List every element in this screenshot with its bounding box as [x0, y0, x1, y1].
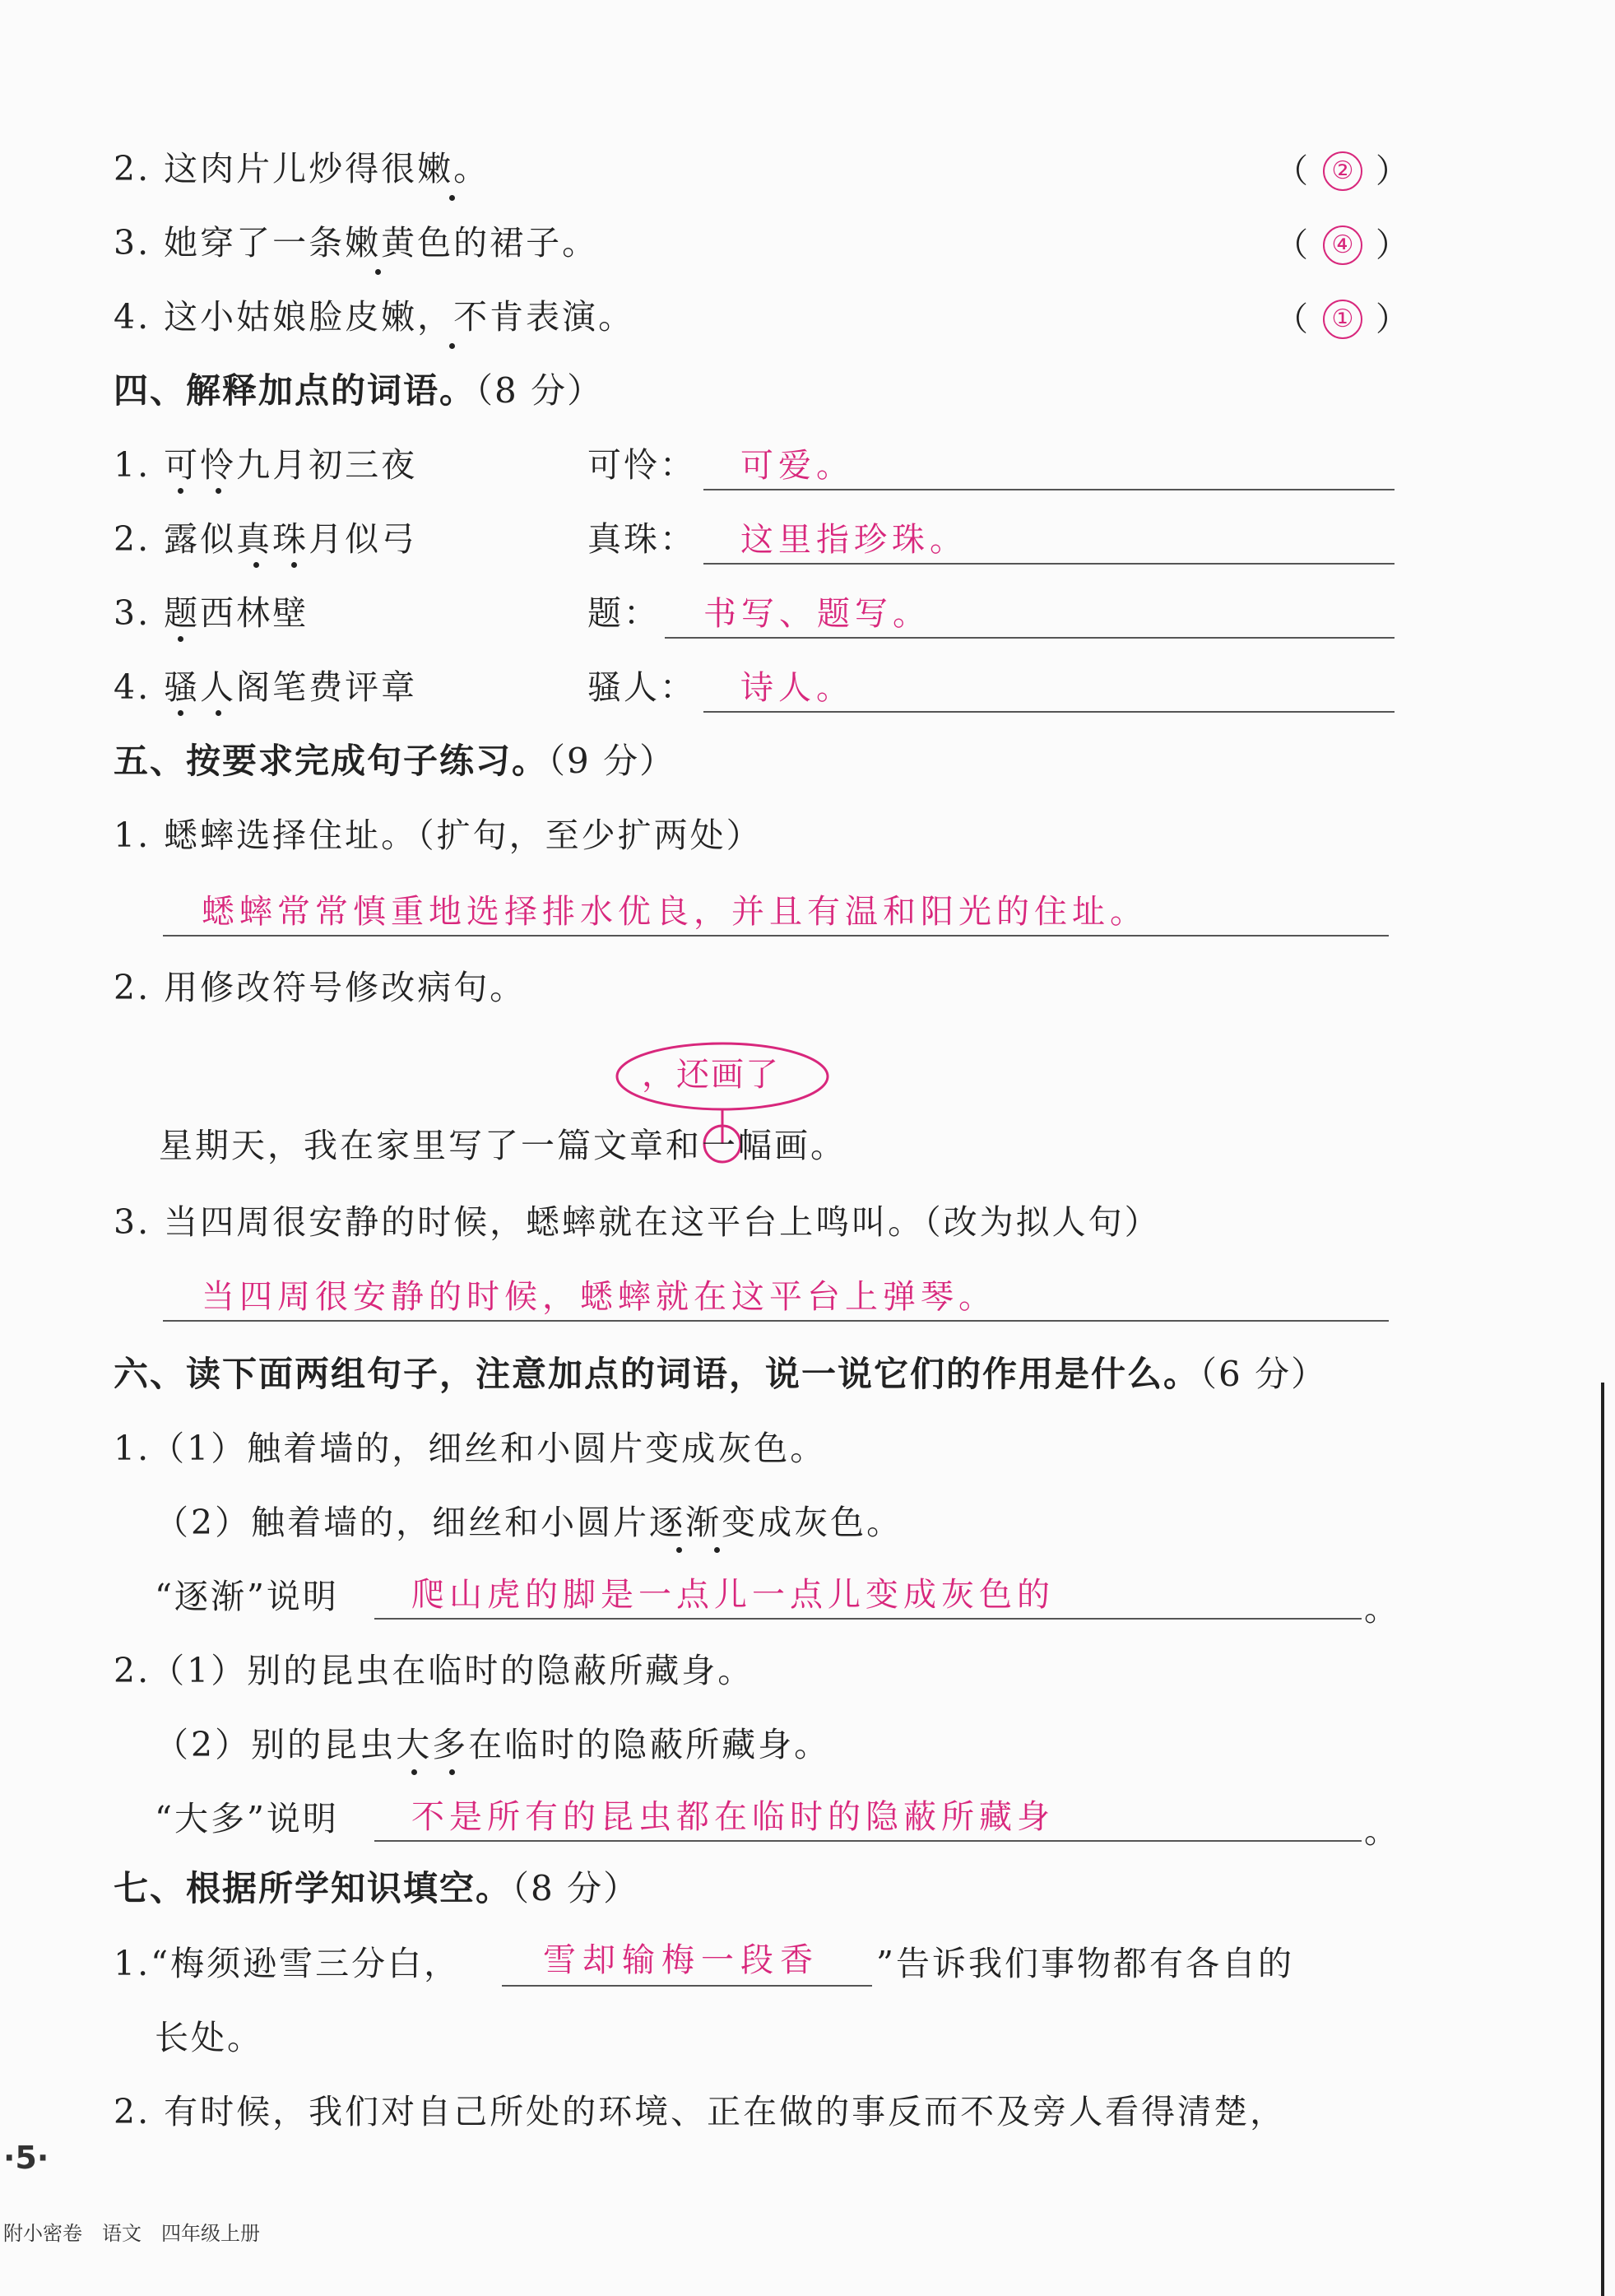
sec4-answer-3: 书写、题写。	[703, 595, 930, 633]
answer-underline	[374, 1840, 1362, 1842]
sec4-answer-1: 可爱。	[740, 447, 854, 485]
answer-underline	[163, 935, 1389, 937]
sec6-g2-answer: 不是所有的昆虫都在临时的隐蔽所藏身	[411, 1798, 1055, 1836]
sec5-q3-answer: 当四周很安静的时候，蟋蟀就在这平台上弹琴。	[202, 1278, 996, 1316]
period: 。	[1364, 1811, 1400, 1851]
sec4-answer-2: 这里指珍珠。	[740, 521, 968, 559]
emphasis-dot	[449, 195, 455, 201]
paren-close: ）	[1376, 226, 1408, 264]
sec7-q2: 2. 有时候，我们对自己所处的环境、正在做的事反而不及旁人看得清楚，	[114, 2092, 1287, 2131]
sec4-term-4: 骚人：	[587, 667, 696, 707]
emphasis-dot	[178, 488, 183, 494]
emphasis-dot	[178, 636, 183, 642]
sec4-term-2: 真珠：	[587, 519, 696, 559]
answer-underline	[703, 711, 1395, 713]
circled-answer: ①	[1323, 300, 1362, 339]
sec6-g2-b: （2）别的昆虫大多在临时的隐蔽所藏身。	[155, 1725, 831, 1764]
sec4-answer-4: 诗人。	[740, 669, 854, 707]
circled-answer: ④	[1323, 225, 1362, 265]
sec6-g1-b: （2）触着墙的，细丝和小圆片逐渐变成灰色。	[155, 1503, 903, 1542]
paren-open: （	[1275, 300, 1308, 338]
paren-open: （	[1275, 152, 1308, 190]
sec7-q1-answer: 雪却输梅一段香	[543, 1941, 819, 1979]
q3-item-4: 4. 这小姑娘脸皮嫩，不肯表演。	[114, 297, 635, 337]
emphasis-dot	[253, 562, 259, 568]
circled-answer: ②	[1323, 151, 1362, 191]
answer-underline	[163, 1320, 1389, 1322]
sec6-g1-answer: 爬山虎的脚是一点儿一点儿变成灰色的	[411, 1576, 1055, 1614]
section-5-title: 五、按要求完成句子练习。（9 分）	[114, 741, 676, 781]
q3-item-2: 2. 这肉片儿炒得很嫩。	[114, 149, 490, 188]
sec5-q1-answer: 蟋蟀常常慎重地选择排水优良，并且有温和阳光的住址。	[202, 893, 1148, 931]
paren-close: ）	[1376, 152, 1408, 190]
emphasis-dot	[714, 1547, 720, 1553]
sec7-q1-cont: 长处。	[155, 2018, 263, 2057]
answer-underline	[374, 1618, 1362, 1620]
sec4-item-2: 2. 露似真珠月似弓	[114, 519, 418, 559]
answer-underline	[665, 637, 1395, 639]
sec6-g2-a: 2.（1）别的昆虫在临时的隐蔽所藏身。	[114, 1651, 754, 1690]
sec5-q2-sentence: 星期天，我在家里写了一篇文章和一幅画。	[159, 1126, 847, 1165]
emphasis-dot	[449, 343, 455, 349]
paren-close: ）	[1376, 300, 1408, 338]
sec4-term-3: 题：	[587, 593, 660, 633]
sec6-g1-label: “逐渐”说明	[155, 1577, 339, 1616]
emphasis-dot	[216, 710, 221, 716]
emphasis-dot	[291, 562, 297, 568]
emphasis-dot	[216, 488, 221, 494]
sec7-q1-post: ”告诉我们事物都有各自的	[876, 1944, 1294, 1983]
answer-underline	[703, 489, 1395, 490]
emphasis-dot	[676, 1547, 682, 1553]
answer-underline	[703, 563, 1395, 565]
sec4-term-1: 可怜：	[587, 445, 696, 485]
sec6-g2-label: “大多”说明	[155, 1799, 339, 1838]
emphasis-dot	[411, 1769, 417, 1775]
sec4-item-1: 1. 可怜九月初三夜	[114, 445, 418, 485]
paren-open: （	[1275, 226, 1308, 264]
page-edge	[1601, 1383, 1604, 2296]
emphasis-dot	[178, 710, 183, 716]
sec7-q1-pre: 1.“梅须逊雪三分白，	[114, 1944, 461, 1983]
sec5-q1: 1. 蟋蟀选择住址。（扩句，至少扩两处）	[114, 816, 763, 855]
period: 。	[1364, 1589, 1400, 1629]
section-7-title: 七、根据所学知识填空。（8 分）	[114, 1868, 640, 1908]
sec5-q2: 2. 用修改符号修改病句。	[114, 968, 527, 1007]
book-title: 附小密卷 语文 四年级上册	[3, 2222, 260, 2245]
sec6-g1-a: 1.（1）触着墙的，细丝和小圆片变成灰色。	[114, 1429, 827, 1468]
section-6-title: 六、读下面两组句子，注意加点的词语，说一说它们的作用是什么。（6 分）	[114, 1354, 1328, 1394]
page-number: ·5·	[3, 2140, 49, 2176]
answer-underline	[502, 1985, 872, 1987]
emphasis-dot	[375, 269, 381, 275]
sec4-item-4: 4. 骚人阁笔费评章	[114, 667, 418, 707]
sec5-q3: 3. 当四周很安静的时候，蟋蟀就在这平台上鸣叫。（改为拟人句）	[114, 1202, 1161, 1242]
sec4-item-3: 3. 题西林壁	[114, 593, 309, 633]
correction-insert-text: ，还画了	[642, 1056, 780, 1094]
q3-item-3: 3. 她穿了一条嫩黄色的裙子。	[114, 223, 599, 263]
emphasis-dot	[449, 1769, 455, 1775]
section-4-title: 四、解释加点的词语。（8 分）	[114, 370, 604, 411]
